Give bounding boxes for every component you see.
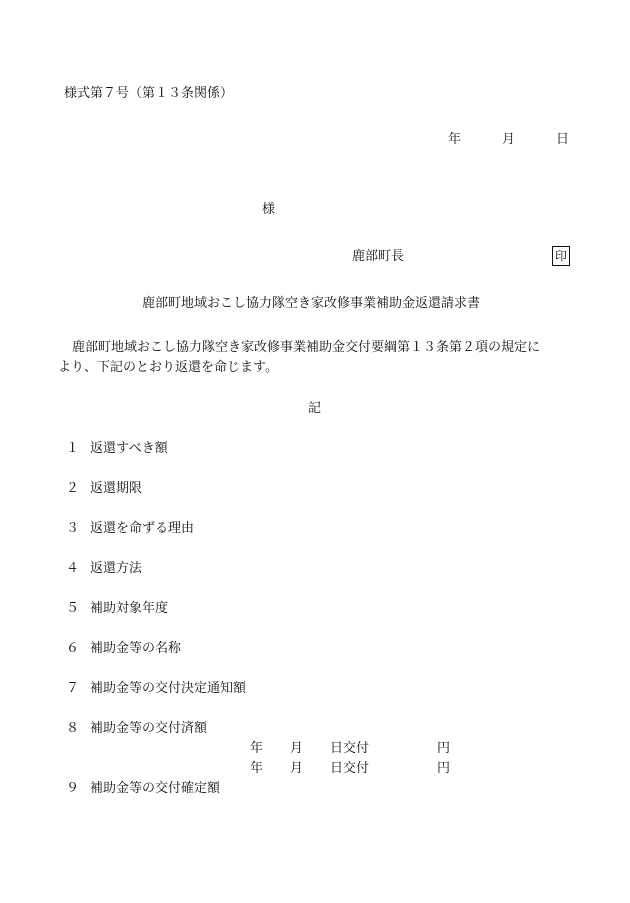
item-number: ８ [66, 721, 80, 736]
list-item [66, 781, 220, 797]
item-number: ６ [66, 641, 80, 656]
item-label: 返還期限 [90, 481, 143, 496]
paid-row-1-year: 年 [250, 741, 264, 756]
item-label: 補助金等の交付確定額 [90, 781, 221, 796]
item-label: 返還方法 [90, 561, 143, 576]
list-item [66, 601, 168, 617]
ki-heading: 記 [308, 401, 322, 416]
paid-row-1-day: 日交付 [330, 741, 370, 756]
list-item [66, 521, 194, 537]
form-number: 様式第７号（第１３条関係） [64, 86, 234, 101]
item-number: ４ [66, 561, 80, 576]
issuer-name: 鹿部町長 [352, 249, 405, 264]
list-item [66, 641, 181, 657]
item-number: ７ [66, 681, 80, 696]
list-item [66, 481, 142, 497]
paid-row-1-month: 月 [290, 741, 304, 756]
item-label: 補助対象年度 [90, 601, 169, 616]
item-number: ３ [66, 521, 80, 536]
item-number: １ [66, 441, 80, 456]
item-number: ９ [66, 781, 80, 796]
item-label: 補助金等の交付済額 [90, 721, 208, 736]
list-item [66, 441, 168, 457]
document-title: 鹿部町地域おこし協力隊空き家改修事業補助金返還請求書 [142, 296, 481, 311]
date-year-label: 年 [448, 132, 462, 147]
list-item [66, 561, 142, 577]
paid-row-2-year: 年 [250, 761, 264, 776]
paid-row-2-yen: 円 [437, 761, 451, 776]
paid-row-1-yen: 円 [437, 741, 451, 756]
list-item [66, 721, 207, 737]
addressee-suffix: 様 [262, 202, 276, 217]
date-day-label: 日 [556, 132, 570, 147]
item-label: 補助金等の名称 [90, 641, 182, 656]
item-label: 補助金等の交付決定通知額 [90, 681, 247, 696]
list-item [66, 681, 246, 697]
body-text [58, 338, 578, 378]
item-label: 返還すべき額 [90, 441, 168, 456]
seal-mark: 印 [552, 246, 570, 266]
date-month-label: 月 [502, 132, 516, 147]
paid-row-2-month: 月 [290, 761, 304, 776]
item-number: ２ [66, 481, 80, 496]
paid-row-2-day: 日交付 [330, 761, 370, 776]
item-label: 返還を命ずる理由 [90, 521, 195, 536]
body-line-2: より、下記のとおり返還を命じます。 [58, 360, 278, 375]
item-number: ５ [66, 601, 80, 616]
body-line-1: 鹿部町地域おこし協力隊空き家改修事業補助金交付要綱第１３条第２項の規定に [72, 340, 541, 355]
